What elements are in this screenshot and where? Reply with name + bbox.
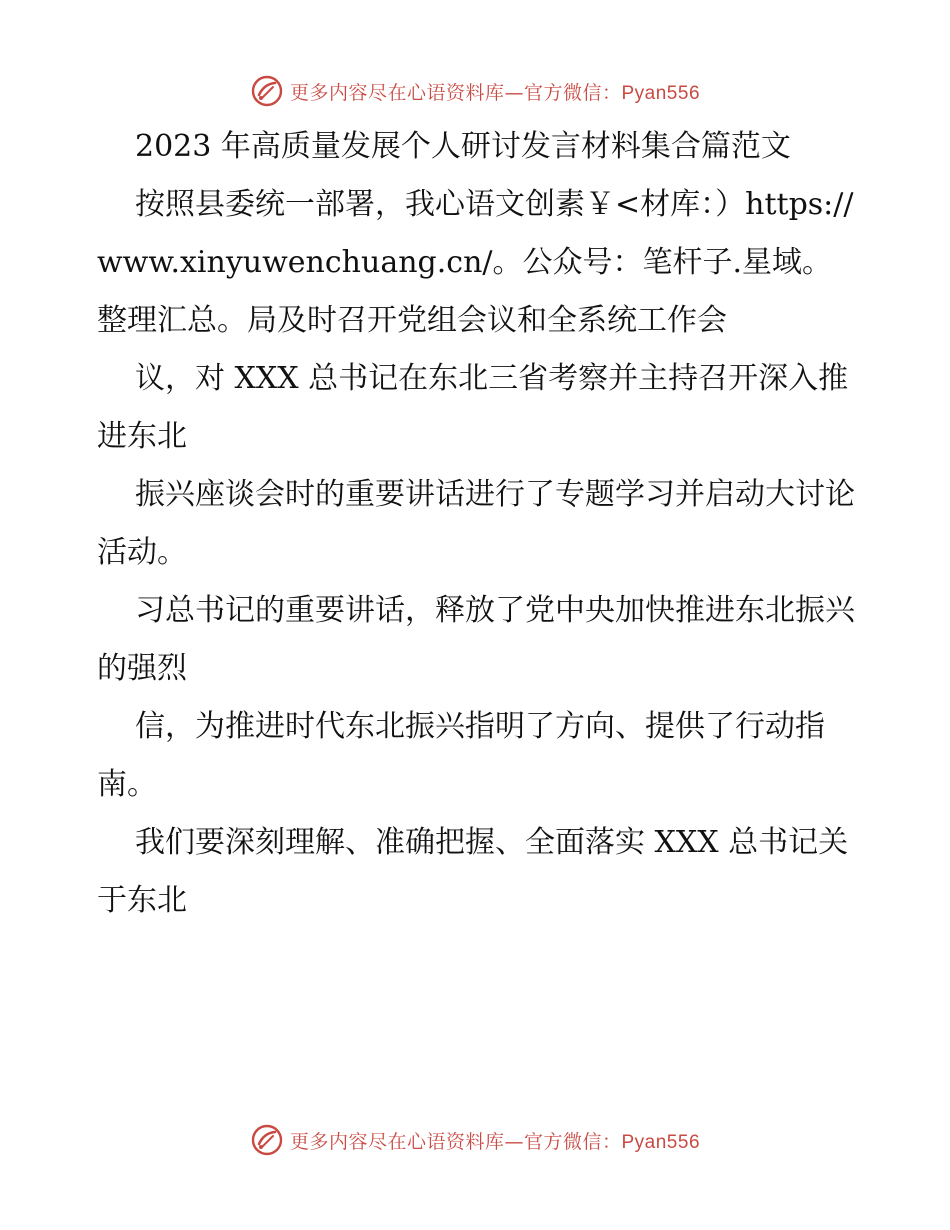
body-paragraph: 按照县委统一部署，我心语文创素￥<材库：）https://www.xinyuwenchuang.cn/。公众号：笔杆子.星域。整理汇总。局及时召开党组会议和全系统工作会 — [97, 187, 854, 338]
document-body — [97, 118, 857, 930]
watermark-wechat-id: Pyan556 — [621, 1131, 701, 1153]
watermark-separator: — — [504, 1130, 524, 1153]
header-watermark — [0, 71, 950, 111]
body-paragraph: 振兴座谈会时的重要讲话进行了专题学习并启动大讨论活动。 — [97, 477, 855, 570]
body-paragraph: 议，对 XXX 总书记在东北三省考察并主持召开深入推进东北 — [97, 361, 849, 454]
cn-writing-logo-icon — [250, 74, 284, 108]
watermark-site-text: 更多内容尽在心语资料库 — [289, 1130, 505, 1153]
body-paragraph: 信，为推进时代东北振兴指明了方向、提供了行动指南。 — [97, 709, 825, 802]
watermark-separator: — — [504, 81, 524, 104]
cn-writing-logo-icon — [250, 1123, 284, 1157]
watermark-site-text: 更多内容尽在心语资料库 — [289, 81, 505, 104]
footer-watermark — [0, 1120, 950, 1160]
watermark-wechat-label: 官方微信： — [523, 1130, 622, 1153]
watermark-wechat-id: Pyan556 — [621, 82, 701, 104]
body-paragraph: 我们要深刻理解、准确把握、全面落实 XXX 总书记关于东北 — [97, 825, 849, 918]
watermark-wechat-label: 官方微信： — [523, 81, 622, 104]
body-paragraph: 习总书记的重要讲话，释放了党中央加快推进东北振兴的强烈 — [97, 593, 855, 686]
document-title-paragraph: 2023 年高质量发展个人研讨发言材料集合篇范文 — [135, 129, 791, 164]
